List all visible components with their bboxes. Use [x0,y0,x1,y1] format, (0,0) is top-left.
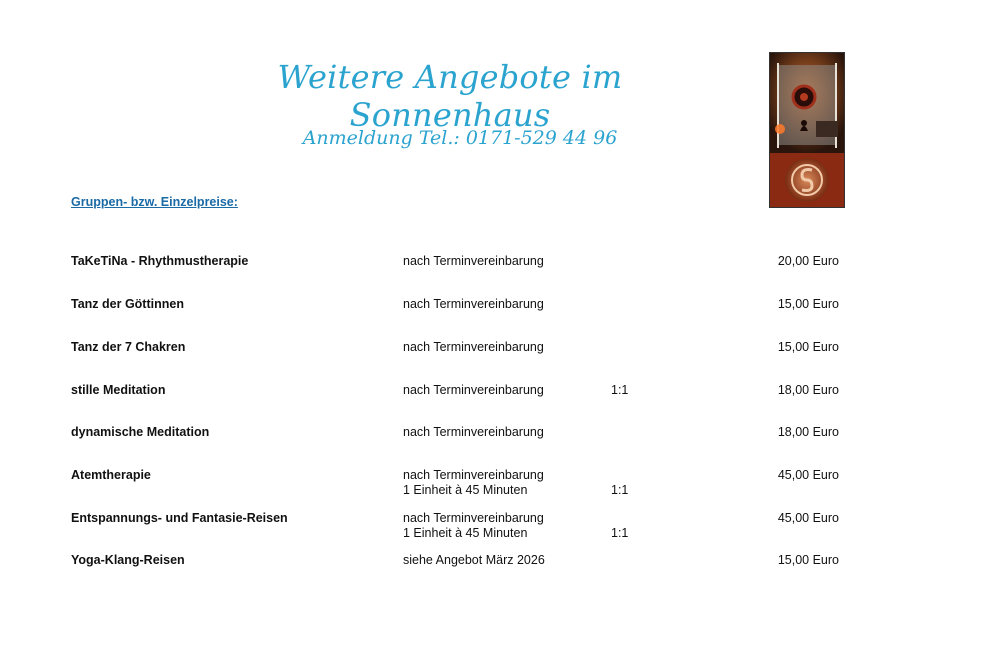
offer-schedule [403,553,545,568]
offer-schedule-line: nach Terminvereinbarung [403,297,544,311]
offer-schedule-line: nach Terminvereinbarung [403,254,544,268]
offer-ratio: 1:1 [611,526,629,540]
page-title: Weitere Angebote im Sonnenhaus [277,58,623,134]
offer-price: 15,00 Euro [777,340,839,354]
offer-schedule [403,468,544,498]
offer-price: 15,00 Euro [777,297,839,311]
offer-ratio: 1:1 [611,383,629,397]
offer-name: stille Meditation [71,383,166,397]
offer-schedule-line-2: 1 Einheit à 45 Minuten [403,526,528,540]
offer-schedule-line: nach Terminvereinbarung [403,340,544,354]
offer-schedule [403,340,544,355]
section-heading-prices[interactable]: Gruppen- bzw. Einzelpreise: [71,195,238,209]
offer-schedule-line: nach Terminvereinbarung [403,383,544,397]
offer-schedule-line-2: 1 Einheit à 45 Minuten [403,483,528,497]
offer-price: 18,00 Euro [777,383,839,397]
offer-name: Atemtherapie [71,468,151,482]
offer-schedule-line: siehe Angebot März 2026 [403,553,545,567]
offer-price: 15,00 Euro [777,553,839,567]
offer-price: 18,00 Euro [777,425,839,439]
sonnenhaus-photo [769,52,845,208]
offer-name: dynamische Meditation [71,425,210,439]
offer-name: TaKeTiNa - Rhythmustherapie [71,254,249,268]
offer-name: Tanz der Göttinnen [71,297,184,311]
offer-schedule-line: nach Terminvereinbarung [403,425,544,439]
offer-schedule [403,254,544,269]
offer-price: 45,00 Euro [777,511,839,525]
offer-name: Entspannungs- und Fantasie-Reisen [71,511,288,525]
offer-name: Yoga-Klang-Reisen [71,553,185,567]
offer-ratio: 1:1 [611,483,629,497]
offer-schedule [403,425,544,440]
offer-schedule [403,297,544,312]
phone-registration: Anmeldung Tel.: 0171-529 44 96 [302,127,618,149]
offer-name: Tanz der 7 Chakren [71,340,186,354]
offer-schedule [403,511,544,541]
offer-price: 45,00 Euro [777,468,839,482]
offer-schedule-line: nach Terminvereinbarung [403,511,544,525]
offer-schedule [403,383,544,398]
offer-price: 20,00 Euro [777,254,839,268]
offer-schedule-line: nach Terminvereinbarung [403,468,544,482]
